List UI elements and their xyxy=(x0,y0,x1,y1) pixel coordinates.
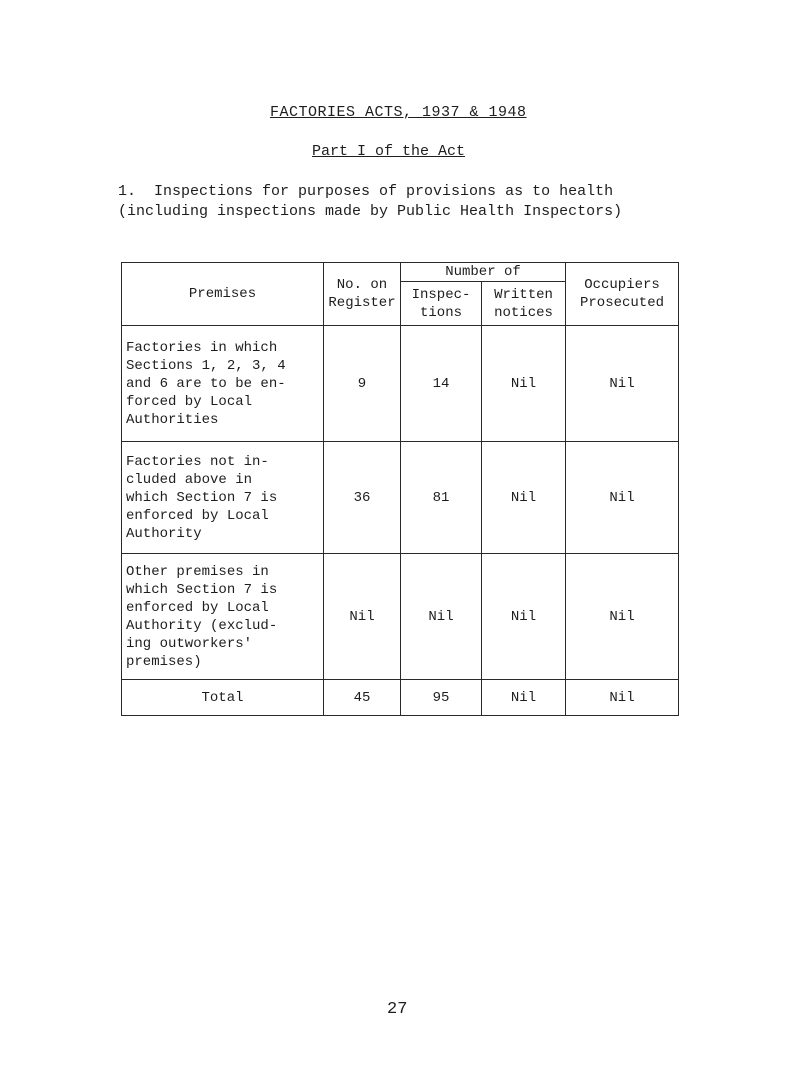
table-row xyxy=(122,442,679,554)
document-title: FACTORIES ACTS, 1937 & 1948 xyxy=(270,104,527,121)
total-written-notices: Nil xyxy=(482,680,566,716)
row-occupiers: Nil xyxy=(566,554,679,680)
header-occupiers-prosecuted: Occupiers Prosecuted xyxy=(566,263,679,326)
row-written-notices: Nil xyxy=(482,442,566,554)
inspections-table xyxy=(121,262,679,716)
row-premises: Other premises in which Section 7 is enforced by Local Authority (exclud- ing outworkers' premises) xyxy=(122,554,324,680)
table-row xyxy=(122,554,679,680)
row-written-notices: Nil xyxy=(482,326,566,442)
section-heading: 1. Inspections for purposes of provisions as to health (including inspections made by Public Health Inspectors) xyxy=(118,183,623,220)
row-occupiers: Nil xyxy=(566,442,679,554)
total-label: Total xyxy=(122,680,324,716)
header-number-of: Number of xyxy=(401,263,566,282)
row-written-notices: Nil xyxy=(482,554,566,680)
total-inspections: 95 xyxy=(401,680,482,716)
page-number: 27 xyxy=(387,1000,408,1019)
total-register: 45 xyxy=(324,680,401,716)
row-register: Nil xyxy=(324,554,401,680)
header-premises: Premises xyxy=(122,263,324,326)
table-row xyxy=(122,326,679,442)
row-premises: Factories in which Sections 1, 2, 3, 4 and 6 are to be en- forced by Local Authorities xyxy=(122,326,324,442)
row-register: 36 xyxy=(324,442,401,554)
header-inspections: Inspec- tions xyxy=(401,282,482,326)
row-inspections: Nil xyxy=(401,554,482,680)
table-total-row xyxy=(122,680,679,716)
row-occupiers: Nil xyxy=(566,326,679,442)
document-subtitle: Part I of the Act xyxy=(312,143,466,160)
total-occupiers: Nil xyxy=(566,680,679,716)
row-register: 9 xyxy=(324,326,401,442)
row-premises: Factories not in- cluded above in which Section 7 is enforced by Local Authority xyxy=(122,442,324,554)
header-written-notices: Written notices xyxy=(482,282,566,326)
row-inspections: 14 xyxy=(401,326,482,442)
header-register: No. on Register xyxy=(324,263,401,326)
row-inspections: 81 xyxy=(401,442,482,554)
